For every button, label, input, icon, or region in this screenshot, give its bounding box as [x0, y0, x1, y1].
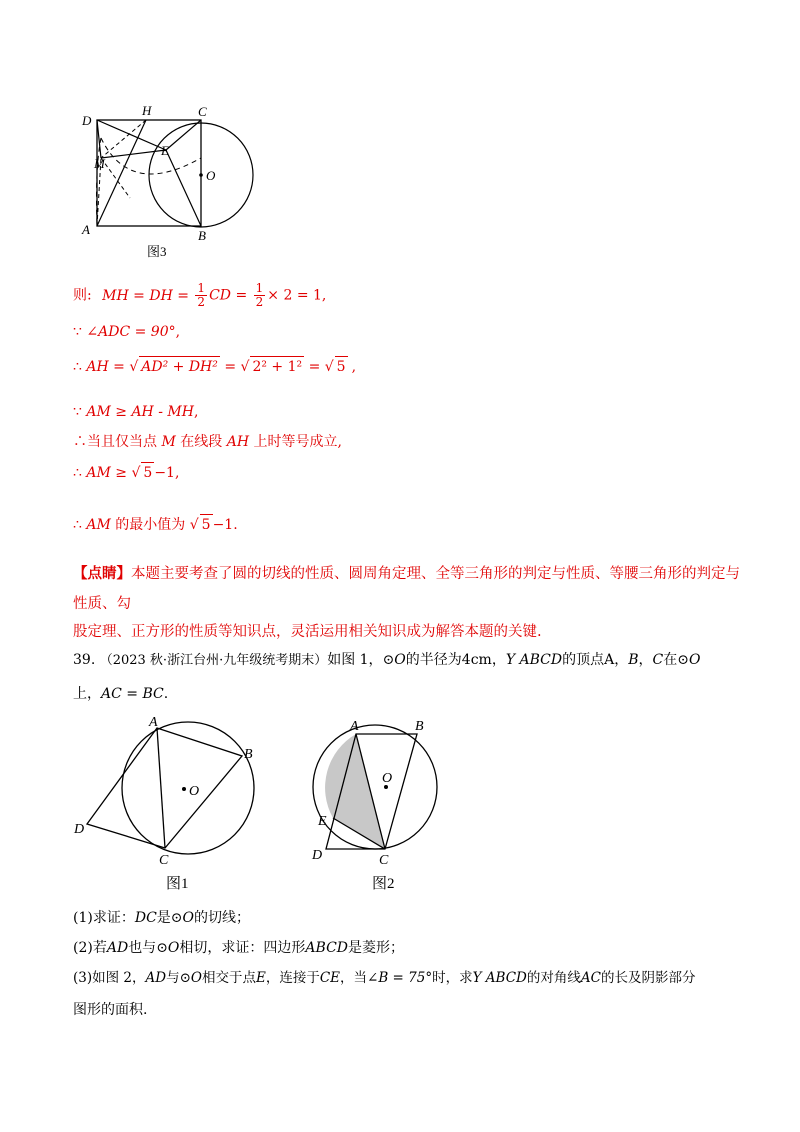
label-c-fig2: C [379, 853, 389, 868]
point-o [199, 173, 203, 177]
expr-times-2: × 2 = 1 [267, 287, 322, 304]
figure-2-caption: 图2 [372, 876, 395, 892]
expr-ah: AH = [86, 359, 125, 375]
question-3: (3)如图 2，AD与⊙O相交于点E，连接于CE，当∠B = 75°时，求Y ABCD的对角线AC的长及阴影部分 [73, 970, 696, 986]
figure-1-caption: 图1 [166, 876, 189, 892]
problem-source: （2023 秋·浙江台州·九年级统考期末） [99, 653, 328, 668]
figure-1 [66, 712, 266, 897]
label-o-fig2: O [382, 771, 393, 786]
point-o-fig1 [182, 787, 186, 791]
line-de [97, 120, 166, 150]
solution-line-4: ∵ AM ≥ AH - MH, [73, 404, 199, 420]
label-b-fig1: B [244, 747, 253, 762]
label-m: M [94, 156, 105, 171]
expr-am-ge-sqrt5: AM ≥ [86, 465, 128, 481]
expr-cd: CD = [209, 287, 248, 304]
label-b-fig2: B [415, 719, 424, 734]
solution-line-2: ∵ ∠ADC = 90°, [73, 324, 181, 340]
diagonal-ac [157, 728, 165, 848]
comment-tag: 【点睛】 [73, 565, 131, 582]
label-a-fig2: A [350, 719, 359, 734]
label-o: O [206, 168, 216, 183]
solution-line-6: ∴ AM ≥ √ 5 −1, [73, 462, 179, 483]
fraction-half-2: $\frac{1}{2}$ [255, 281, 264, 309]
label-e: E [161, 143, 169, 158]
problem-39-line-2: 上，AC = BC. [73, 686, 169, 702]
comment-line-2: 性质、勾 [73, 596, 131, 612]
comment-line-1: 【点睛】本题主要考查了圆的切线的性质、圆周角定理、全等三角形的判定与性质、等腰三角形的判定与 [73, 565, 740, 582]
circle-o-fig1 [122, 722, 254, 854]
label-b: B [198, 228, 206, 243]
sqrt-ad-dh: AD² + DH² [139, 356, 220, 377]
figure-3 [70, 98, 270, 268]
solution-line-7: ∴ AM 的最小值为 √ 5 −1. [73, 514, 238, 535]
question-2: (2)若AD也与⊙O相切，求证：四边形ABCD是菱形； [73, 940, 405, 956]
label-a: A [82, 222, 90, 237]
figure-2 [300, 712, 460, 897]
label-o-fig1: O [189, 784, 200, 799]
question-1: (1)求证：DC是⊙O的切线； [73, 910, 250, 926]
label-d: D [82, 113, 92, 128]
label-h: H [142, 103, 152, 118]
comment-line-3: 股定理、正方形的性质等知识点，灵活运用相关知识成为解答本题的关键. [73, 624, 542, 640]
label-c: C [198, 104, 207, 119]
expr-angle-adc: ∠ADC = 90° [86, 324, 176, 340]
fraction-half-1: $\frac{1}{2}$ [197, 281, 206, 309]
label-c-fig1: C [159, 853, 169, 868]
expr-am-ge: AM ≥ AH - MH [86, 404, 194, 420]
solution-line-3: ∴ AH = √ AD² + DH² = √ 2² + 1² = √ 5 , [73, 356, 356, 377]
line-ah [97, 120, 146, 226]
expr-mh-dh: MH = DH = [102, 287, 189, 304]
label-d-fig1: D [74, 822, 85, 837]
label-e-fig2: E [318, 814, 327, 829]
label-a-fig1: A [149, 715, 158, 730]
question-3-line-2: 图形的面积. [73, 1002, 148, 1018]
problem-number: 39. [73, 652, 96, 668]
sqrt-2-1: 2² + 1² [250, 356, 304, 377]
solution-line-1: 则: MH = DH = $\frac{1}{2}$ CD = $\frac{1}{2}$ × 2 = 1, [73, 281, 327, 309]
line-ce [166, 120, 201, 150]
problem-39-line-1: 39. （2023 秋·浙江台州·九年级统考期末）如图 1，⊙O的半径为4cm，Y ABCD的顶点A，B，C在⊙O [73, 652, 701, 668]
figure-3-caption: 图3 [147, 244, 167, 259]
then-prefix: 则: [73, 287, 92, 304]
label-d-fig2: D [312, 848, 323, 863]
parallelogram-abcd [87, 728, 242, 848]
sqrt-5: 5 [335, 356, 348, 377]
solution-line-5: ∴当且仅当点 M 在线段 AH 上时等号成立, [73, 434, 342, 450]
